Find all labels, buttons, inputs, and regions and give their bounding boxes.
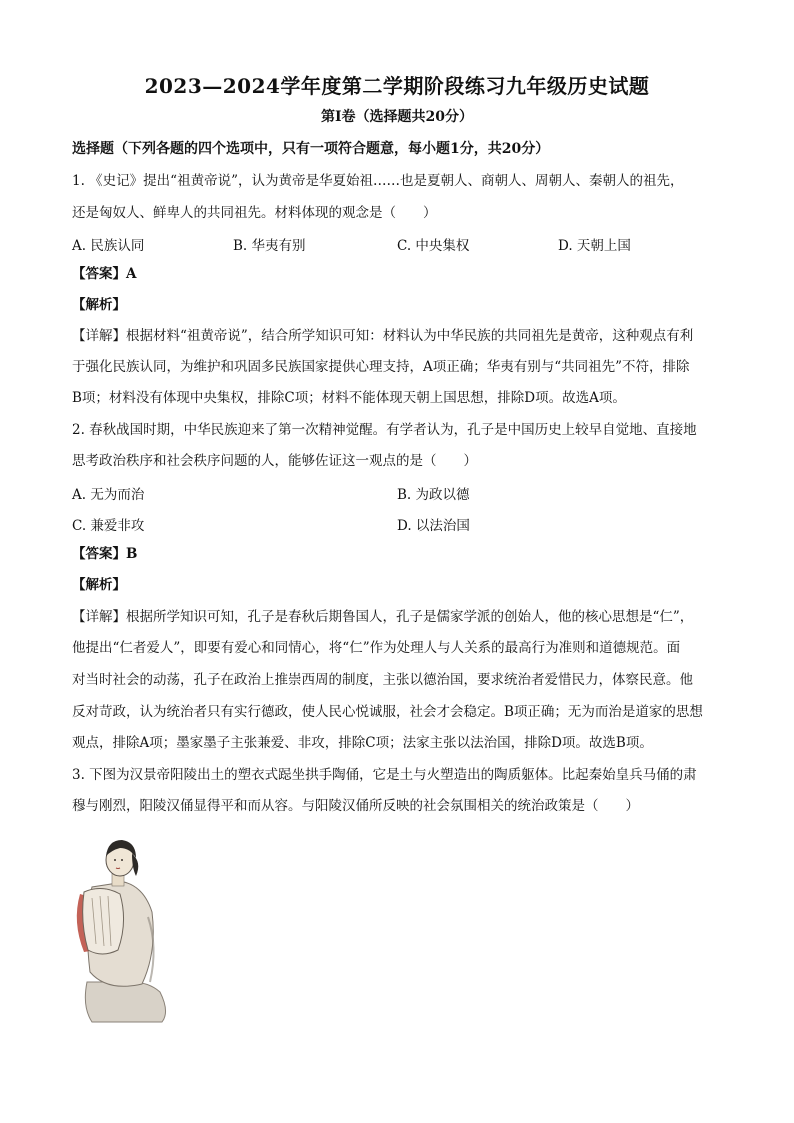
section-heading: 选择题（下列各题的四个选项中，只有一项符合题意，每小题1分，共20分） <box>72 141 550 157</box>
q1-option-a: A. 民族认同 <box>72 238 145 254</box>
q2-option-a: A. 无为而治 <box>72 487 145 503</box>
q1-stem-line: 还是匈奴人、鲜卑人的共同祖先。材料体现的观念是（ ） <box>72 205 437 221</box>
q2-detail-line: 观点，排除A项；墨家墨子主张兼爱、非攻，排除C项；法家主张以法治国，排除D项。故选B项。 <box>72 735 653 751</box>
q1-detail-line: 于强化民族认同，为维护和巩固多民族国家提供心理支持，A项正确；华夷有别与“共同祖先”不符，排除 <box>72 359 690 375</box>
q1-stem-line: 1. 《史记》提出“祖黄帝说”，认为黄帝是华夏始祖……也是夏朝人、商朝人、周朝人、秦朝人的祖先， <box>72 173 684 189</box>
q2-detail-line: 【详解】根据所学知识可知，孔子是春秋后期鲁国人，孔子是儒家学派的创始人，他的核心思想是“仁”， <box>72 609 694 625</box>
q1-option-b: B. 华夷有别 <box>233 238 306 254</box>
q1-answer: 【答案】A <box>72 266 137 282</box>
q2-detail-line: 对当时社会的动荡，孔子在政治上推崇西周的制度，主张以德治国，要求统治者爱惜民力，体察民意。他 <box>72 672 693 688</box>
q2-stem-line: 2. 春秋战国时期，中华民族迎来了第一次精神觉醒。有学者认为，孔子是中国历史上较早自觉地、直接地 <box>72 422 697 438</box>
q2-analysis-label: 【解析】 <box>72 577 126 593</box>
q1-detail-line: B项；材料没有体现中央集权，排除C项；材料不能体现天朝上国思想，排除D项。故选A项。 <box>72 390 626 406</box>
q2-detail-line: 他提出“仁者爱人”，即要有爱心和同情心，将“仁”作为处理人与人关系的最高行为准则和道德规范。面 <box>72 640 681 656</box>
q2-detail-line: 反对苛政，认为统治者只有实行德政，使人民心悦诚服，社会才会稳定。B项正确；无为而治是道家的思想 <box>72 704 703 720</box>
q1-detail-line: 【详解】根据材料“祖黄帝说”，结合所学知识可知：材料认为中华民族的共同祖先是黄帝，这种观点有利 <box>72 328 694 344</box>
q2-option-c: C. 兼爱非攻 <box>72 518 145 534</box>
q3-stem-line: 穆与刚烈，阳陵汉俑显得平和而从容。与阳陵汉俑所反映的社会氛围相关的统治政策是（ ） <box>72 798 639 814</box>
page-title: 2023—2024学年度第二学期阶段练习九年级历史试题 <box>144 74 650 98</box>
q3-stem-line: 3. 下图为汉景帝阳陵出土的塑衣式跽坐拱手陶俑，它是土与火塑造出的陶质躯体。比起秦始皇兵马俑的肃 <box>72 767 697 783</box>
q1-option-d: D. 天朝上国 <box>558 238 631 254</box>
q1-analysis-label: 【解析】 <box>72 297 126 313</box>
q2-option-b: B. 为政以德 <box>397 487 470 503</box>
q1-option-c: C. 中央集权 <box>397 238 470 254</box>
kneeling-figurine-image <box>62 832 172 1027</box>
q2-stem-line: 思考政治秩序和社会秩序问题的人，能够佐证这一观点的是（ ） <box>72 453 477 469</box>
q2-answer: 【答案】B <box>72 546 138 562</box>
q2-option-d: D. 以法治国 <box>397 518 470 534</box>
part-subtitle: 第Ⅰ卷（选择题共20分） <box>320 109 474 125</box>
